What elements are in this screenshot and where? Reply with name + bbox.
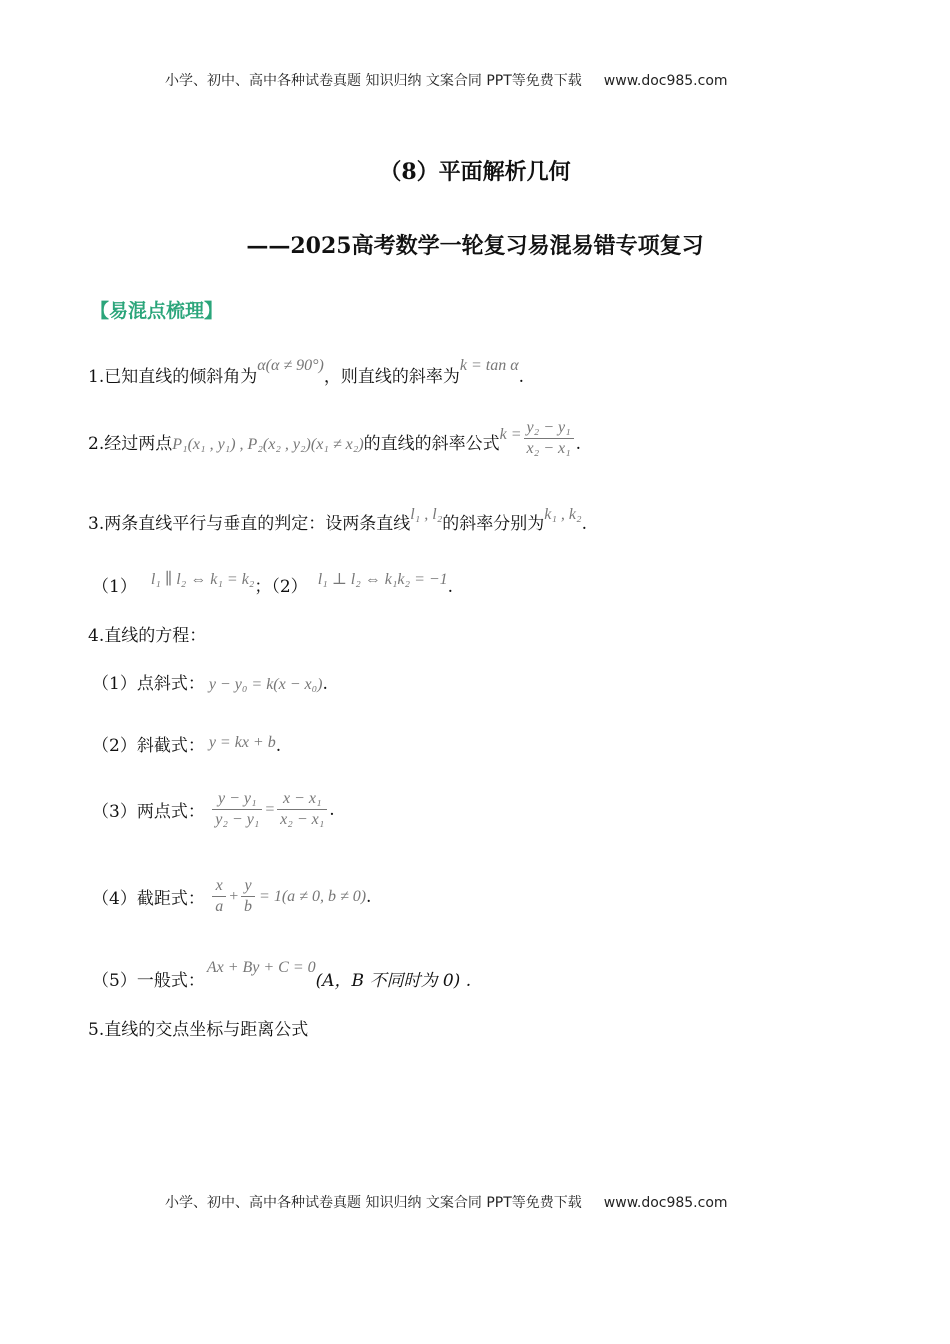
item-2-prefix: 2.经过两点: [88, 434, 173, 454]
item-1-prefix: 1.已知直线的倾斜角为: [88, 367, 258, 387]
item-4d-den-a: a: [215, 898, 224, 915]
item-3-math-slopes: k₁ , k₂: [544, 506, 582, 523]
item-3-end: .: [581, 514, 587, 534]
item-2: [88, 419, 582, 464]
item-4a-math: y − y₀ = k(x − x₀): [208, 676, 323, 693]
item-2-fraction: [524, 419, 574, 458]
item-4d-num-y: y: [241, 877, 255, 897]
item-4-slope-intercept: [92, 731, 281, 756]
item-3: [88, 506, 587, 534]
section-heading: 【易混点梳理】: [90, 300, 224, 322]
item-4d-end: .: [366, 886, 372, 907]
item-1-math-slope: k = tan α: [459, 357, 519, 374]
item-3-mid: 的斜率分别为: [442, 514, 545, 534]
item-4c-num-x: x − x₁: [277, 790, 327, 810]
header-site-link[interactable]: www.doc985.com: [603, 73, 728, 89]
page-footer: [165, 1192, 728, 1212]
item-4d-den-b: b: [244, 898, 253, 915]
item-4c-fraction-y: [212, 790, 262, 829]
item-2-mid: 的直线的斜率公式: [363, 434, 500, 454]
item-5: 5.直线的交点坐标与距离公式: [88, 1020, 309, 1040]
item-3-sub-math-parallel: l₁ ∥ l₂ ⇔ k₁ = k₂: [150, 571, 255, 588]
item-3-math-lines: l₁ , l₂: [410, 506, 443, 523]
item-2-frac-den: x₂ − x₁: [526, 440, 571, 457]
item-4e-math: Ax + By + C = 0: [206, 959, 316, 976]
item-1-math-angle: α(α ≠ 90°): [257, 357, 324, 374]
item-4c-den-x: x₂ − x₁: [280, 811, 325, 828]
item-2-math-points: P₁(x₁ , y₁) , P₂(x₂ , y₂)(x₁ ≠ x₂): [172, 436, 364, 453]
item-4a-end: .: [322, 674, 328, 694]
item-4d-fraction-y: [241, 877, 255, 916]
item-4-general: [92, 959, 472, 991]
header-text: 小学、初中、高中各种试卷真题 知识归纳 文案合同 PPT等免费下载: [165, 73, 582, 89]
item-4c-num-y: y − y₁: [212, 790, 262, 810]
item-4b-label: （2）斜截式：: [92, 736, 205, 756]
footer-site-link[interactable]: www.doc985.com: [603, 1195, 728, 1211]
item-4-intercept: [92, 877, 371, 916]
footer-text: 小学、初中、高中各种试卷真题 知识归纳 文案合同 PPT等免费下载: [165, 1195, 582, 1211]
item-4a-label: （1）点斜式：: [92, 674, 205, 694]
item-4c-fraction-x: [277, 790, 327, 829]
item-1: [88, 357, 525, 387]
item-4c-den-y: y₂ − y₁: [215, 811, 260, 828]
item-2-math-k: k =: [499, 426, 522, 443]
item-3-sub-math-perpendicular: l₁ ⊥ l₂ ⇔ k₁k₂ = −1: [317, 571, 448, 588]
item-3-prefix: 3.两条直线平行与垂直的判定：设两条直线: [88, 514, 411, 534]
item-4d-rest: = 1(a ≠ 0, b ≠ 0): [259, 887, 367, 905]
item-3-sub: [92, 572, 453, 597]
item-4e-label: （5）一般式：: [92, 971, 205, 991]
doc-subtitle: ——2025高考数学一轮复习易混易错专项复习: [246, 233, 704, 259]
item-1-mid: ，则直线的斜率为: [323, 367, 460, 387]
page-header: [165, 70, 728, 90]
item-4d-label: （4）截距式：: [92, 889, 205, 909]
item-3-sub-label-1: （1）: [92, 577, 137, 597]
item-4-point-slope: [92, 669, 328, 694]
item-2-end: .: [575, 434, 582, 454]
item-3-sub-end: .: [447, 577, 454, 597]
item-1-end: .: [518, 367, 525, 387]
item-4c-equals: =: [264, 800, 276, 818]
item-4d-plus: +: [228, 887, 240, 905]
item-4b-end: .: [275, 736, 282, 756]
item-4e-note: (A，B 不同时为 0) .: [315, 971, 472, 991]
item-4d-num-x: x: [212, 877, 226, 897]
item-4b-math: y = kx + b: [208, 734, 276, 751]
doc-title: （8）平面解析几何: [379, 159, 571, 185]
item-4d-fraction-x: [212, 877, 226, 916]
item-3-sub-label-2: ；（2）: [254, 577, 308, 597]
item-4: 4.直线的方程：: [88, 626, 207, 646]
item-4c-label: （3）两点式：: [92, 802, 205, 822]
item-4c-end: .: [329, 799, 335, 820]
item-4-two-point: [92, 790, 335, 829]
item-2-frac-num: y₂ − y₁: [524, 419, 574, 439]
